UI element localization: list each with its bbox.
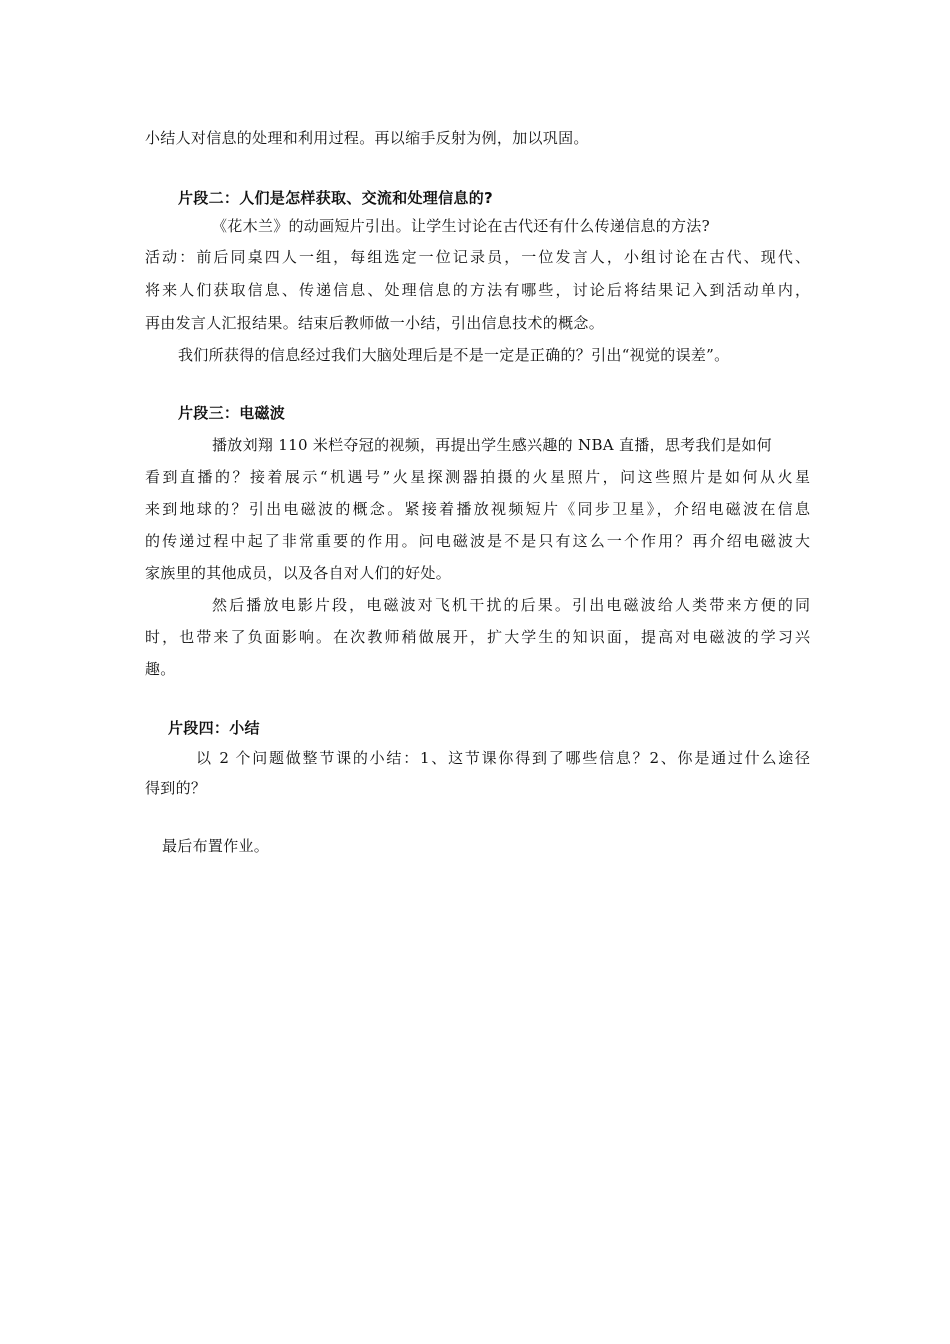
section3-line-4: 的传递过程中起了非常重要的作用。问电磁波是不是只有这么一个作用？再介绍电磁波大 xyxy=(145,532,810,550)
section2-line-3: 将来人们获取信息、传递信息、处理信息的方法有哪些，讨论后将结果记入到活动单内， xyxy=(145,281,810,299)
section3-line-8: 趣。 xyxy=(145,660,176,678)
section3-line-1: 播放刘翔 110 米栏夺冠的视频，再提出学生感兴趣的 NBA 直播，思考我们是如何 xyxy=(212,436,772,454)
section3-line-5: 家族里的其他成员，以及各自对人们的好处。 xyxy=(145,564,452,582)
section4-line-2: 得到的？ xyxy=(145,779,207,797)
closing-line: 最后布置作业。 xyxy=(162,837,270,855)
section3-line-7: 时，也带来了负面影响。在次教师稍做展开，扩大学生的知识面，提高对电磁波的学习兴 xyxy=(145,628,810,646)
section2-line-2: 活动：前后同桌四人一组，每组选定一位记录员，一位发言人，小组讨论在古代、现代、 xyxy=(145,248,810,266)
section2-line-5: 我们所获得的信息经过我们大脑处理后是不是一定是正确的？引出“视觉的误差”。 xyxy=(178,346,730,364)
section3-line-3: 来到地球的？引出电磁波的概念。紧接着播放视频短片《同步卫星》，介绍电磁波在信息 xyxy=(145,500,810,518)
section4-heading: 片段四：小结 xyxy=(168,719,260,737)
section2-line-4: 再由发言人汇报结果。结束后教师做一小结，引出信息技术的概念。 xyxy=(145,314,605,332)
section4-line-1: 以 2 个问题做整节课的小结：1、这节课你得到了哪些信息？2、你是通过什么途径 xyxy=(196,749,810,767)
section2-heading: 片段二：人们是怎样获取、交流和处理信息的? xyxy=(178,189,494,207)
intro-line: 小结人对信息的处理和利用过程。再以缩手反射为例，加以巩固。 xyxy=(145,129,589,147)
section3-heading: 片段三：电磁波 xyxy=(178,404,286,422)
section3-line-6: 然后播放电影片段，电磁波对飞机干扰的后果。引出电磁波给人类带来方便的同 xyxy=(212,596,810,614)
section3-line-2: 看到直播的？接着展示“机遇号”火星探测器拍摄的火星照片，问这些照片是如何从火星 xyxy=(145,468,810,486)
section2-line-1: 《花木兰》的动画短片引出。让学生讨论在古代还有什么传递信息的方法? xyxy=(212,217,710,235)
